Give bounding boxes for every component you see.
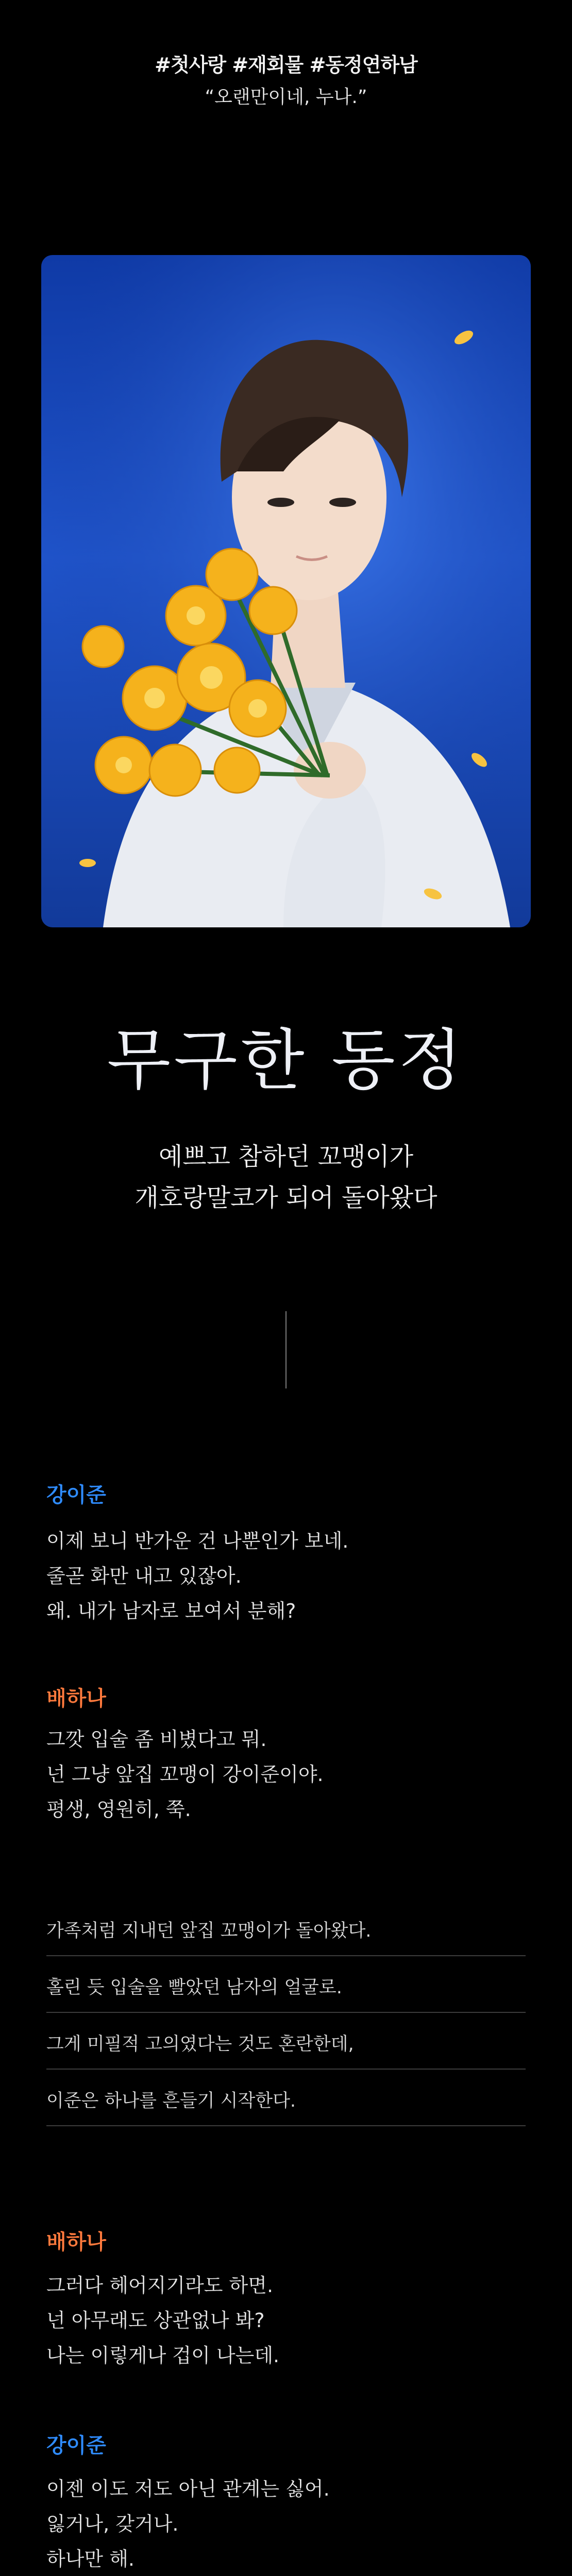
speaker-label: 배하나 bbox=[46, 1687, 106, 1710]
dialogue-line: 잃거나, 갖거나. bbox=[46, 2513, 179, 2535]
dialogue-line: 그러다 헤어지기라도 하면. bbox=[46, 2274, 274, 2297]
narration-line: 가족처럼 지내던 앞집 꼬맹이가 돌아왔다. bbox=[46, 1921, 372, 1941]
tagline bbox=[0, 1136, 572, 1218]
vertical-divider bbox=[285, 1311, 287, 1388]
dialogue-line: 이젠 이도 저도 아닌 관계는 싫어. bbox=[46, 2478, 330, 2500]
dialogue-line: 이제 보니 반가운 건 나뿐인가 보네. bbox=[46, 1530, 349, 1552]
dialogue-line: 평생, 영원히, 쭉. bbox=[46, 1798, 191, 1821]
tagline-line-1: 예쁘고 참하던 꼬맹이가 bbox=[158, 1142, 414, 1171]
tagline-line-2: 개호랑말코가 되어 돌아왔다 bbox=[134, 1183, 438, 1212]
narration-line: 홀린 듯 입술을 빨았던 남자의 얼굴로. bbox=[46, 1977, 342, 1998]
narration-divider bbox=[46, 2069, 526, 2070]
dialogue-line: 왜. 내가 남자로 보여서 분해? bbox=[46, 1600, 296, 1622]
speaker-label: 배하나 bbox=[46, 2230, 106, 2254]
speaker-label: 강이준 bbox=[46, 2434, 106, 2458]
narration-divider bbox=[46, 2125, 526, 2126]
dialogue-line: 넌 아무래도 상관없나 봐? bbox=[46, 2309, 265, 2332]
hashtags: #첫사랑 #재회물 #동정연하남 bbox=[155, 54, 417, 76]
narration-line: 그게 미필적 고의였다는 것도 혼란한데, bbox=[46, 2034, 354, 2055]
dialogue-line: 넌 그냥 앞집 꼬맹이 강이준이야. bbox=[46, 1763, 324, 1786]
dialogue-line: 줄곧 화만 내고 있잖아. bbox=[46, 1565, 242, 1587]
narration-divider bbox=[46, 2012, 526, 2013]
dialogue-line: 나는 이렇게나 겁이 나는데. bbox=[46, 2344, 280, 2367]
narration-divider bbox=[46, 1955, 526, 1956]
opening-quote: “오랜만이네, 누나.” bbox=[205, 87, 367, 108]
book-title: 무구한 동정 bbox=[107, 1022, 465, 1099]
dialogue-line: 그깟 입술 좀 비볐다고 뭐. bbox=[46, 1728, 267, 1751]
speaker-label: 강이준 bbox=[46, 1483, 106, 1507]
narration-line: 이준은 하나를 흔들기 시작한다. bbox=[46, 2091, 296, 2111]
dialogue-line: 하나만 해. bbox=[46, 2548, 134, 2570]
cover-illustration bbox=[41, 255, 531, 927]
